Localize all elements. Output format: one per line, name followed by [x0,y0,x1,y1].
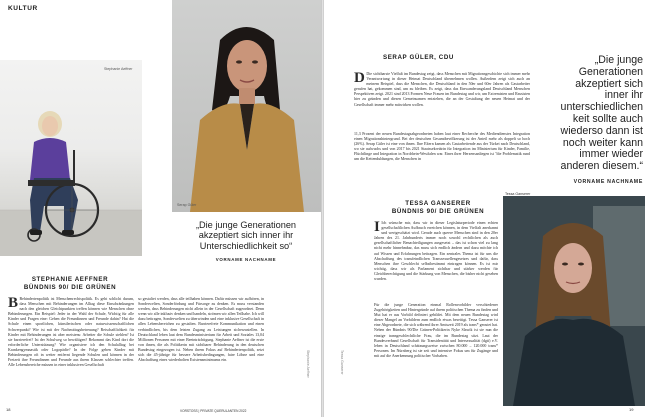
aeffner-col1-text: Behindertenpolitik ist Menschenrechtspolitik. Es geht schlicht darum, dass Menschen mit Behinderungen im Alltag diese Einschränkungen nach den gleichen Gleichtpunkten treffen können wie Menschen ohne Behinderungen. Ein Beispiel: Jeder in der Wahl der Schule, Wichtig für alle Kinder und Fragen eine: Gehen die Freundinnen und Freunde dahin? Hat die Schule einen sportlichen, künstlerischen oder naturwissenschaftlichen Schwerpunkt? Wie ist mit der Nachmittagsbetreuung? Reischaftlichkeit für Kinder mit Behinderungen ist aber meistens: Arbeiter die Schule stehlen? Ist sie barrierefrei? Ist der Schulweg so bewältigen? Bekommt das Kind dort die erforderliche Unterstützung? Wie organisiere ich den Schulalltag bei Krankengymnastik oder Logopädie? In der Folge geben Kinder mit Behinderungen oft in weiter entfernt liegende Schulen und können in der Freizeit ihre Freundinnen und Freunde aus ihrem Klassen schlechter treffen. Alle Lebensbereiche müssen in einer inklusiven Gesellschaft [8,296,134,368]
photo-credit-ganserer: Tessa Ganserer [505,192,531,196]
ganserer-col2-text: Für die junge Generation einmal Rollenvorbilder verschiedener Zugehörigkeiten und Hintergründe auf ihrem politischen Thema zu finden und Mut hat er aus Vorbild definiert gebildet. Mit dem neuen Bundestag wird dieser Mangel an Vorbildern zum endlich etwas beseitigt. Tessa Ganserer ist eine Abgeordnete, die sich während ihrer Amtszeit 2019 als trans* geoutet hat. Neben der Bündnis 90/Die Grünen-Politikerin Nyke Slawik ist sie nun die einzige transgeschlechtliche Frau, die im Bundestag sitzt. Laut der Bundesverband Gesellschaft für Transidentität und Intersexualität (dgti) e.V. leben in Deutschland schätzungsweise zwischen 80.000 – 120.000 trans* Personen. Im Nürnberg ist sie seit und intensive Fokus um für Zugänge und mit auf die Anerkennung politischer Vorhaben. [374,302,498,358]
article-aeffner-col2 [138,296,264,406]
article-aeffner-col1 [8,296,134,406]
name-block-aeffner [10,276,130,291]
ganserer-portrait-illustration [503,196,645,406]
name-block-ganserer [378,200,498,215]
pull-quote-right-text: „Die junge Generationen akzeptiert sich inner ihr unterschiedlichen keit sollte auch wiederso dann ist noch weiter kann immer wieder anderen diesem.“ [560,54,643,173]
article-guler-col1 [354,71,530,131]
dropcap-i: I [374,219,380,235]
section-kicker: KULTUR [8,5,38,12]
pull-quote-left-text: „Die junge Generationen akzeptiert sich inner ihr Unterschiedlichkeit so“ [195,220,297,251]
photo-stephanie-aeffner [0,60,142,256]
photo-serap-guler [172,0,321,212]
dropcap-d: D [354,70,365,86]
pull-quote-left-attribution: VORNAME NACHNAME [215,257,277,263]
photo-credit-guler: Serap Güler [177,203,197,207]
folio-left: 18 [6,407,11,412]
photo-tessa-ganserer [503,192,645,406]
guler-name: SERAP GÜLER, CDU [382,54,454,61]
article-ganserer-col2 [374,302,498,410]
folio-center: VORSTOSS | PRIVATE QUERULANTEN 2022 [180,409,247,413]
aeffner-col2-text: so gestaltet werden, dass alle teilhaben können. Dafür müssen wir aufhören, in Sonderwelten, Sonderfördung und Fürsorge zu denken. Es muss verstanden werden, dass Behinderungen nicht allein in der Gesellschaft zugeordnet. Denn wenn wir alle inklusiv denken und handeln, strömen wir allen Teilhabe. Ich will dazu beitragen, Sonderwelten zu überwinden und eine inklusive Gesellschaft in allen Lebensbereichen zu gestalten. Barrierefreie Kommunikation und einen verbindlichen, bis dem letzten Zugang zu Leistungen sicherzustellen. In Deutschland leben laut dem Bundesministerium für Arbeit und Soziales 13,04 Millionen Personen mit einer Beeinträchtigung. Stephanie Aeffner ist die erste von ihnen, die als Politikerin mit sichtbarer Behinderung in den deutschen Bundestag eingezogen ist. Neben ihrem Fokus auf Behindertenpolitik, setzt sich die 45-jährige für bessere Arbeitsbedingungen, faire Löhne und eine Abschaffung eines wiederholten Existenzminimums ein. [138,296,264,363]
right-page [324,0,645,417]
pull-quote-right [549,55,643,189]
ganserer-name: TESSA GANSERER [405,200,471,207]
photo-credit-aeffner: Stephanie Aeffner [104,67,133,71]
left-page [0,0,321,417]
dropcap-b: B [8,295,19,311]
name-block-guler [354,54,454,62]
wheelchair-portrait-illustration [0,60,142,256]
aeffner-party: BÜNDNIS 90/ DIE GRÜNEN [23,283,117,291]
guler-col1-text: Die sichtbarste Vielfalt im Bundestag zeigt, dass Menschen mit Migrationsgeschichte sich immer mehr Verantwortung in dieser Heimat Deutschland übernehmen wollen. Außerdem zeigt sich auch an meinem Beispiel, dass die Menschen, die Deutschland in den 50er und 60er Jahren als Gastarbeiter gerufen hat, gekommen sind, um zu bleiben. Es zeigt, dass das Einwanderungsland Deutschland Menschen Perspektiven zeigt. 2021 sind 2013 Formen Neue Frauen im Bundestag und wir, um Extremisten und Rassisten hier zu gründen und diesen Gemeinsamen entziehen, die an der Gestaltung der neuen Heimat und der Gesellschaft immer mehr mitwirken wollen. [354,71,530,107]
article-ganserer-col1 [374,220,498,302]
pull-quote-right-attribution: VORNAME NACHNAME [573,178,643,185]
pull-quote-left [176,220,316,266]
portrait-illustration [172,0,321,212]
ganserer-party: BÜNDNIS 90/ DIE GRÜNEN [391,207,485,215]
side-mark-left: Stephanie Aeffner [306,350,310,378]
guler-col2-text: 11,3 Prozent der neuen Bundestagsabgeordneten haben laut einer Recherche des Mediendienstes Integration einen Migrationshintergrund. Bei der deutschen Gesamtbevölkerung ist der Anteil mehr als doppelt so hoch (26%). Serap Güler ist eine von ihnen. Ihre Eltern kamen als Gastarbeitende aus der Türkei nach Deutschland, wo sie aufwuchs und von 2017 bis 2021 Staatssekretärin für Integration im Ministerium für Kinder, Familie, Flüchtlinge und Integration in Nordrhein-Westfalen war. Eines ihrer Herzensanliegen ist "die Problematik rund um die Kettenduldungen, die Menschen in [354,131,530,162]
ganserer-col1-text: Ich wünsche mir, dass wir in dieser Legislaturperiode einen echten gesellschaftlichen Aufbruch erreichen können, in dem Vielfalt anerkannt und wertgeschätzt wird. Gerade auch queere Menschen sind in den 20er Jahren des 21. Jahrhunderts immer noch sowohl rechtlichen als auch gesellschaftlicher Benachteiligungen ausgesetzt – das ist schon viel zu lang nicht mehr hinnehmbar, das muss sich endlich ändern und dazu möchte ich auf Wissen und Erfahrungen beitragen. Ein zentrales Thema ist für uns die Abschaffung des transfeindlichen Transsexuellengesetzes und dafür, dass Menschen ihre Geschlecht selbstbestimmt eintragen können. Es ist mir wichtig, dass wir als Parlament sichtbar und stärker werden für Gleichberechtigung und die Stärkung von Menschen, die bisher nicht gesehen wurden. [374,220,498,282]
article-guler-col2 [354,131,530,189]
side-mark-right: Tessa Ganserer [340,350,344,375]
aeffner-name: STEPHANIE AEFFNER [31,276,109,283]
folio-right: 19 [629,407,634,412]
